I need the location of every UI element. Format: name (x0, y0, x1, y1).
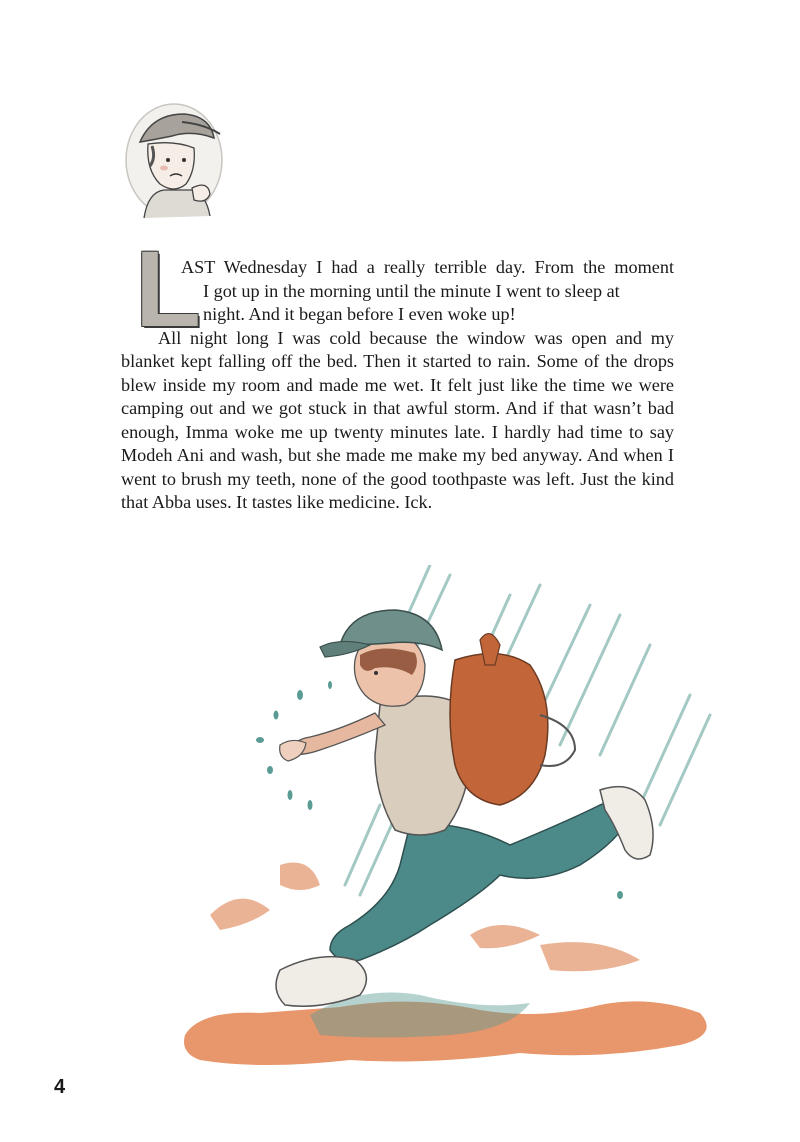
backpack (450, 654, 548, 805)
drop-cap: L (135, 228, 201, 349)
story-text (121, 228, 674, 515)
page-number: 4 (54, 1076, 66, 1098)
boy-running-in-rain-illustration (180, 565, 740, 1075)
paragraph-1-line-1: AST Wednesday I had a really terrible day. From the moment (181, 257, 674, 277)
paragraph-1-line-3: night. And it began before I even woke up! (203, 304, 516, 324)
paragraph-1-line-2: I got up in the morning until the minute I went to sleep at (203, 280, 620, 301)
boy-portrait-illustration (122, 100, 227, 222)
paragraph-2: All night long I was cold because the window was open and my blanket kept falling off the bed. Then it started to rain. Some of the drops blew inside my room and made me wet. It felt just like the time we were camping out and we got stuck in that awful storm. And if that wasn’t bad enough, Imma woke me up twenty minutes late. I hardly had time to say Modeh Ani and wash, but she made me make my bed anyway. And when I went to brush my teeth, none of the good toothpaste was left. Just the kind that Abba uses. It tastes like medicine. Ick. (121, 327, 674, 512)
